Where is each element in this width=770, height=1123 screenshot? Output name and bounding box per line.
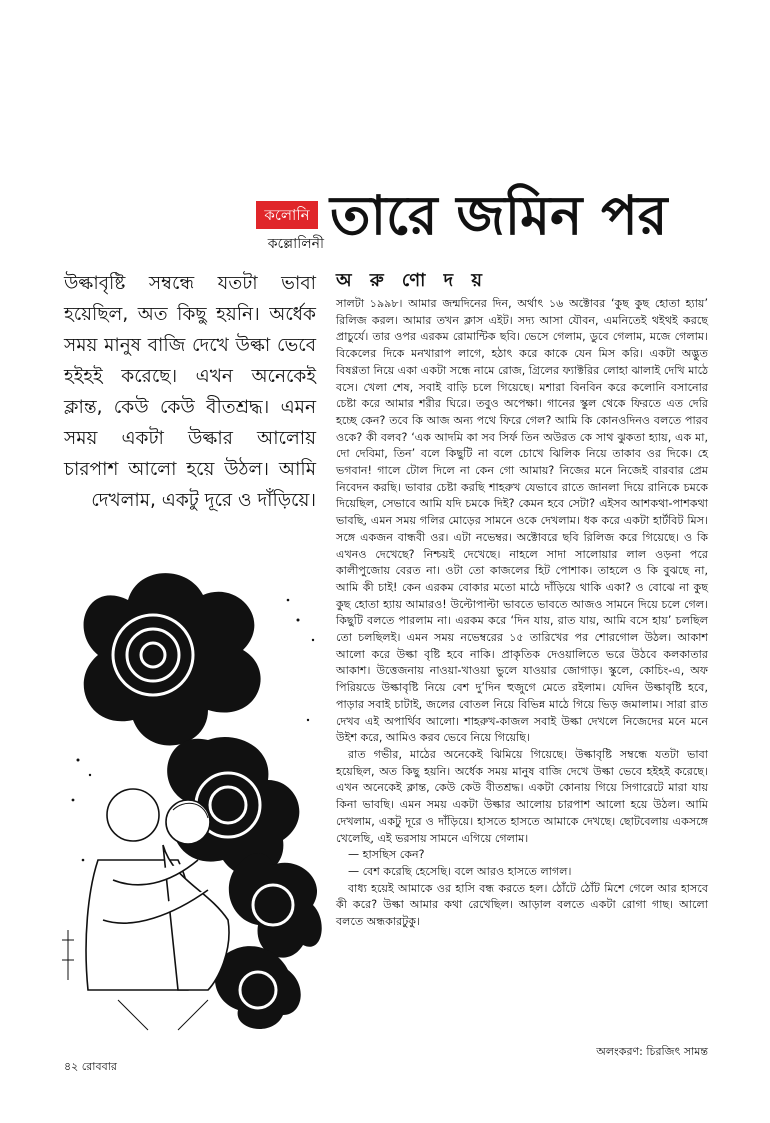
- article-author: অ রু ণো দ য়: [336, 270, 488, 291]
- body-paragraph: রাত গভীর, মাঠের অনেকেই ঝিমিয়ে গিয়েছে। উল্কাবৃষ্টি সম্বন্ধে যতটা ভাবা হয়েছিল, অত কিছু হয়নি। অর্ধেক সময় মানুষ বাজি দেখে উল্কা ভেবে হইহই করেছে। এখন অনেকেই ক্লান্ত, কেউ কেউ বীতশ্রদ্ধ। একটা কোনায় গিয়ে সিগারেটে মারা যায় কিনা ভাবছি। এমন সময় একটা উল্কার আলোয় চারপাশ আলো হয়ে উঠল। আমি দেখলাম, একটু দূরে ও দাঁড়িয়ে। হাসতে হাসতে আমাকে দেখছে। ছোটবেলায় একসঙ্গে খেলেছি, এই ভরসায় সামনে এগিয়ে গেলাম।: [336, 747, 708, 845]
- body-paragraph: সালটা ১৯৯৮। আমার জন্মদিনের দিন, অর্থাৎ ১৬ অক্টোবর ‘কুছ কুছ হোতা হ্যায়’ রিলিজ করল। আমার তখন ক্লাস এইট। সদ্য আসা যৌবন, এমনিতেই থইথই করছে প্রাচুর্যে। তার ওপর এরকম রোমান্টিক ছবি। ভেসে গেলাম, ডুবে গেলাম, মজে গেলাম। বিকেলের দিকে মনখারাপ লাগে, হঠাৎ করে কাকে যেন মিস করি। একটা অদ্ভুত বিষণ্ণতা নিয়ে একা একটা সন্ধে নামে রোজ, গ্রিলের ফ্যাক্টরির লোহা ঝালাই দেখি মাঠে বসে। খেলা শেষ, সবাই বাড়ি চলে গিয়েছে। মশারা বিনবিন করে কলোনি বসানোর চেষ্টা করে আমার শরীর ঘিরে। তবুও অপেক্ষা। গানের স্কুল থেকে ফিরতে এত দেরি হচ্ছে কেন? তবে কি আজ অন্য পথে ফিরে গেল? আমি কি কোনওদিনও বলতে পারব ওকে? কী বলব? ‘এক আদমি কা সব সির্ফ তিন অউরত কে সাথ ঝুকতা হ্যায়, এক মা, দো দেবিমা, তিন’ বলে কিছুটি না বলে চোখে ঝিলিক নিয়ে তাকাব ওর দিকে। হে ভগবান! গালে টোল দিলে না কেন গো আমায়? নিজের মনে নিজেই বারবার প্রেম নিবেদন করছি। ভাবার চেষ্টা করছি শাহরুখ যেভাবে রাতে জানলা দিয়ে রানিকে চমকে দিয়েছিল, সেভাবে আমি যদি চমকে দিই? কেমন হবে সেটা? এইসব আশকথা-পাশকথা ভাবছি, এমন সময় গলির মোড়ের সামনে ওকে দেখলাম। ধক করে একটা হার্টবিট মিস। সঙ্গে একজন বান্ধবী ওর। এটা নভেম্বর। অক্টোবরে ছবি রিলিজ করে গিয়েছে। ও কি এখনও দেখেছে? নিশ্চয়ই দেখেছে। নাহলে সাদা সালোয়ার লাল ওড়না পরে কালীপুজোয় বেরত না। ওটা তো কাজলের হিট পোশাক। তাহলে ও কি বুঝছে না, আমি কী চাই! কেন এরকম বোকার মতো মাঠে দাঁড়িয়ে থাকি একা? ও বোঝে না কুছ কুছ হোতা হ্যায় আমারও! উল্টোপাল্টা ভাবতে ভাবতে আজও সামনে দিয়ে চলে গেল। কিছুটি বলতে পারলাম না। এরকম করে ‘দিন যায়, রাত যায়, আমি বসে হায়’ চলছিল তো চলছিলই। এমন সময় নভেম্বরের ১৫ তারিখের পর শোরগোল উঠল। আকাশ আলো করে উল্কা বৃষ্টি হবে নাকি। প্রাকৃতিক দেওয়ালিতে ভরে উঠবে কলকাতার আকাশ। উত্তেজনায় নাওয়া-খাওয়া ভুলে যাওয়ার জোগাড়। স্কুলে, কোচিং-এ, অফ পিরিয়ডে উল্কাবৃষ্টি নিয়ে বেশ দু’দিন হুজুগে মেতে রইলাম। যেদিন উল্কাবৃষ্টি হবে, পাড়ার সবাই চাটাই, জলের বোতল নিয়ে বিভিন্ন মাঠে গিয়ে ভিড় জমালাম। সারা রাত দেখব এই অপার্থিব আলো। শাহরুখ-কাজল সবাই উল্কা দেখলে নিজেদের মনে মনে উইশ করে, আমিও করব ভেবে নিয়ে গিয়েছি।: [336, 297, 708, 745]
- body-paragraph: বাধ্য হয়েই আমাকে ওর হাসি বন্ধ করতে হল। ঠোঁটে ঠোঁট মিশে গেলে আর হাসবে কী করে? উল্কা আমার কথা রেখেছিল। আড়াল বলতে একটা রোগা গাছ। আলো বলতে অন্ধকারটুকু।: [336, 881, 708, 929]
- section-name: রোববার: [81, 1060, 117, 1073]
- dialogue-line: — হাসছিস কেন?: [348, 848, 425, 862]
- illustration-credit: অলংকরণ: চিরজিৎ সামন্ত: [596, 1045, 708, 1058]
- page-number: ৪২: [64, 1060, 79, 1073]
- article-body: [336, 296, 708, 931]
- article-title: তারে জমিন পর: [330, 184, 668, 247]
- pull-quote: উল্কাবৃষ্টি সম্বন্ধে যতটা ভাবা হয়েছিল, অত কিছু হয়নি। অর্ধেক সময় মানুষ বাজি দেখে উল্কা ভেবে হইহই করেছে। এখন অনেকেই ক্লান্ত, কেউ কেউ বীতশ্রদ্ধ। এমন সময় একটা উল্কার আলোয় চারপাশ আলো হয়ে উঠল। আমি দেখলাম, একটু দূরে ও দাঁড়িয়ে।: [64, 273, 316, 511]
- column-byline: কল্লোলিনী: [267, 236, 324, 252]
- dialogue-line: — বেশ করেছি হেসেছি। বলে আরও হাসতে লাগল।: [348, 864, 572, 878]
- page-footer: [64, 1058, 117, 1077]
- couple-illustration: [58, 560, 328, 1040]
- column-tag: কলোনি: [256, 201, 318, 229]
